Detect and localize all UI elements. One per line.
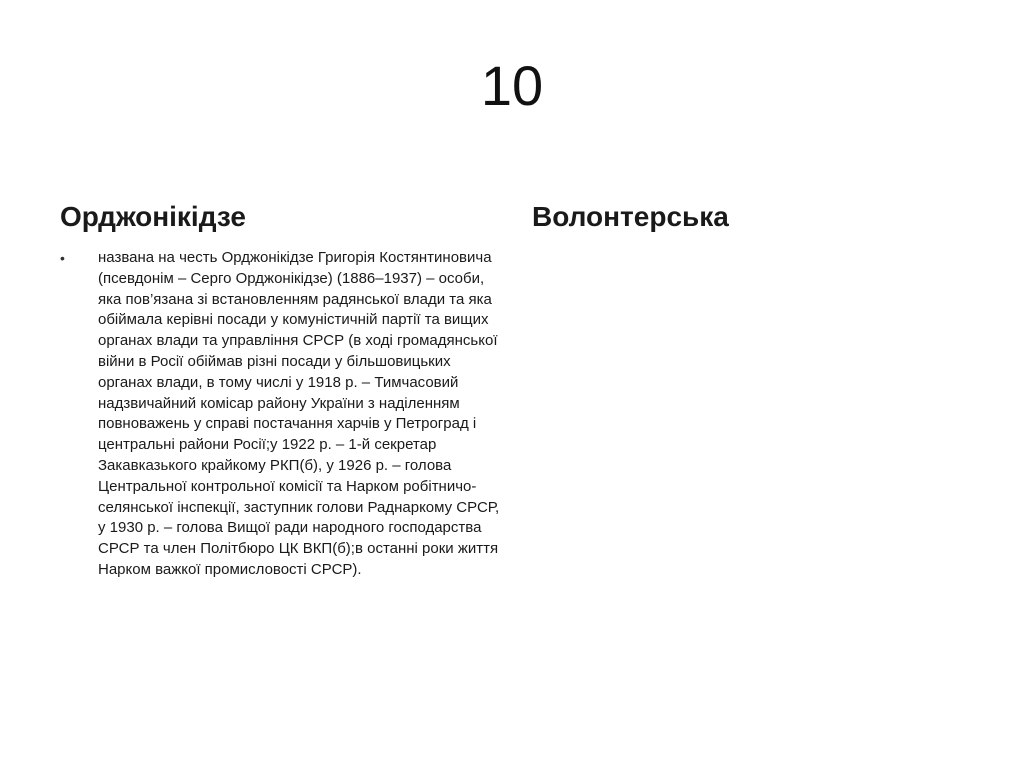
bullet-marker: • bbox=[60, 250, 65, 266]
bullet-text: названа на честь Орджонікідзе Григорія Костянтиновича (псевдонім – Серго Орджонікідзе) (1886–1937) – особи, яка пов’язана зі встановленням радянської влади та яка обіймала керівні посади у комуністичній партії та вищих органах влади та управління СРСР (в ході громадянської війни в Росії обіймав різні посади у більшовицьких органах влади, в тому числі у 1918 р. – Тимчасовий надзвичайний комісар району України з наділенням повноважень у справі постачання харчів у Петроград і центральні райони Росії;у 1922 р. – 1-й секретар Закавказького крайкому РКП(б), у 1926 р. – голова Центральної контрольної комісії та Нарком робітничо-селянської інспекції, заступник голови Раднаркому СРСР, у 1930 р. – голова Вищої ради народного господарства СРСР та член Політбюро ЦК ВКП(б);в останні роки життя Нарком важкої промисловості СРСР). bbox=[98, 249, 500, 578]
slide-title: 10 bbox=[480, 54, 544, 117]
right-column-heading: Волонтерська bbox=[532, 201, 729, 232]
bullet-list bbox=[60, 248, 500, 581]
left-column-heading: Орджонікідзе bbox=[60, 201, 246, 232]
